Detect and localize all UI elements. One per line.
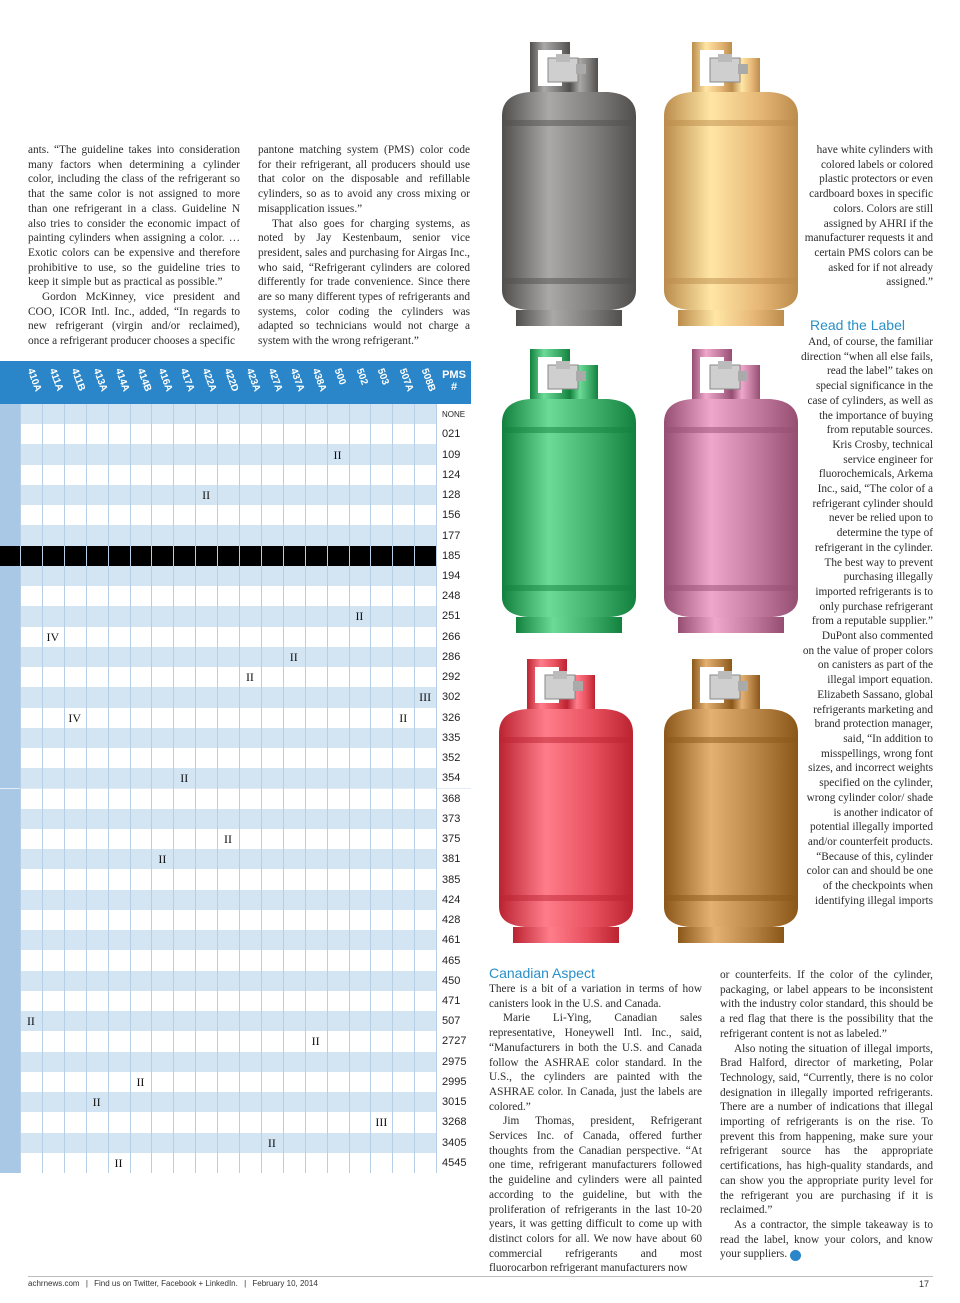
row-gutter (0, 930, 20, 950)
safety-class-mark: IV (68, 710, 82, 725)
refrigerant-header: 411B (68, 367, 87, 393)
pms-code: 248 (436, 586, 471, 606)
pms-code: 251 (436, 606, 471, 626)
table-row (0, 930, 471, 950)
row-background (20, 950, 436, 970)
table-body (0, 404, 471, 1173)
page-footer: achrnews.com | Find us on Twitter, Facebook + LinkedIn. | February 10, 2014 17 (28, 1276, 933, 1288)
row-background (20, 991, 436, 1011)
pms-code: 4545 (436, 1153, 471, 1173)
row-background (20, 546, 436, 566)
refrigerant-header: 503 (375, 367, 392, 387)
grid-line (283, 404, 284, 1173)
table-row (0, 890, 471, 910)
paragraph: DuPont also commented on the value of proper colors on canisters as part of the illegal import equation. Elizabeth Sassano, global refrigerants marketing and brand protection manager, said, “In addition to misspellings, wrong font sizes, and incorrect weights specified on the cylinder, wrong cylinder color/ shade is another indicator of potential illegally imported and/or counterfeit products. (802, 630, 933, 848)
safety-class-mark: II (355, 609, 364, 624)
safety-class-mark: III (375, 1115, 388, 1130)
table-row (0, 485, 471, 505)
row-background (20, 1072, 436, 1092)
pms-code: 352 (436, 748, 471, 768)
body-column-2 (258, 143, 470, 349)
grid-line (151, 404, 152, 1173)
pms-code: 465 (436, 950, 471, 970)
pms-code: 373 (436, 809, 471, 829)
pms-header: PMS # (442, 369, 466, 393)
pms-code: 375 (436, 829, 471, 849)
pms-code: 266 (436, 627, 471, 647)
safety-class-mark: II (26, 1014, 35, 1029)
table-row (0, 1031, 471, 1051)
pms-code: 326 (436, 708, 471, 728)
grid-line (436, 404, 437, 1173)
table-row (0, 1153, 471, 1173)
pms-code: 385 (436, 869, 471, 889)
row-gutter (0, 647, 20, 667)
refrigerant-header: 508B (418, 367, 438, 394)
table-row (0, 1052, 471, 1072)
row-background (20, 748, 436, 768)
grid-line (195, 404, 196, 1173)
pms-code: 2975 (436, 1052, 471, 1072)
row-background (20, 1112, 436, 1132)
table-row (0, 606, 471, 626)
pms-color-table (0, 361, 471, 1173)
right-column-top (800, 143, 933, 290)
grid-line (305, 404, 306, 1173)
grid-line (64, 404, 65, 1173)
paragraph: Jim Thomas, president, Refrigerant Services Inc. of Canada, offered further thoughts from the Canadian perspective. “At one time, refrigerant manufacturers followed the guideline and cylinders were all painted according to the guideline, but with the proliferation of refrigerants in the last 10-20 years, it was getting difficult to come up with distinct colors for all. We now have about 60 commercial refrigerants and most fluorocarbon refrigerant manufacturers now (489, 1115, 702, 1275)
paragraph: have white cylinders with colored labels or colored plastic protectors or even cardboard boxes in specific colors. Colors are still assigned by AHRI if the manufacturer requests it and certain PMS colors can be asked for if not already assigned.” (804, 144, 933, 289)
section-heading-canadian-aspect: Canadian Aspect (489, 965, 595, 981)
row-gutter (0, 1092, 20, 1112)
paragraph: “Because of this, cylinder color can and should be one of the checkpoints when identifying illegal imports (806, 850, 933, 907)
end-mark-icon: N (790, 1250, 801, 1261)
grid-line (217, 404, 218, 1173)
pms-code: 156 (436, 505, 471, 525)
brown-cylinder (652, 655, 810, 952)
pms-code: 335 (436, 728, 471, 748)
body-column-3 (489, 982, 702, 1276)
row-gutter (0, 869, 20, 889)
row-gutter (0, 687, 20, 707)
refrigerant-header: 410A (24, 367, 44, 394)
refrigerant-header: 416A (156, 367, 175, 394)
table-row (0, 647, 471, 667)
safety-class-mark: II (180, 771, 189, 786)
table-row (0, 687, 471, 707)
row-gutter (0, 708, 20, 728)
grid-line (173, 404, 174, 1173)
row-background (20, 606, 436, 626)
row-background (20, 444, 436, 464)
pms-code: 424 (436, 890, 471, 910)
row-gutter (0, 525, 20, 545)
row-gutter (0, 1031, 20, 1051)
grid-line (130, 404, 131, 1173)
paragraph: That also goes for charging systems, as noted by Jay Kestenbaum, senior vice president, sales and purchasing for Airgas Inc., who said, “Refrigerant cylinders are colored differently for trade convenience. Since there are so many different types of refrigerants and systems, color coding the cylinders was adapted so technicians would not charge a system with the wrong refrigerant.” (258, 217, 470, 348)
pms-code: 2727 (436, 1031, 471, 1051)
row-gutter (0, 849, 20, 869)
grid-line (327, 404, 328, 1173)
row-gutter (0, 1011, 20, 1031)
refrigerant-header: 427A (265, 367, 285, 394)
row-background (20, 910, 436, 930)
row-gutter (0, 424, 20, 444)
safety-class-mark: II (202, 488, 211, 503)
row-gutter (0, 1133, 20, 1153)
row-background (20, 485, 436, 505)
pms-code: 428 (436, 910, 471, 930)
pms-code: 128 (436, 485, 471, 505)
safety-class-mark: III (419, 690, 432, 705)
table-row (0, 627, 471, 647)
safety-class-mark: IV (46, 629, 60, 644)
table-row (0, 505, 471, 525)
refrigerant-header: 413A (90, 367, 109, 394)
row-background (20, 525, 436, 545)
pms-code: 507 (436, 1011, 471, 1031)
table-row (0, 991, 471, 1011)
right-column-middle (800, 335, 933, 908)
row-gutter (0, 465, 20, 485)
row-gutter (0, 829, 20, 849)
pms-code: 286 (436, 647, 471, 667)
pms-code: 368 (436, 789, 471, 809)
row-background (20, 687, 436, 707)
pms-code: 021 (436, 424, 471, 444)
grid-line (414, 404, 415, 1173)
row-background (20, 1153, 436, 1173)
row-gutter (0, 667, 20, 687)
row-background (20, 930, 436, 950)
row-background (20, 728, 436, 748)
row-background (20, 586, 436, 606)
refrigerant-header: 417A (177, 367, 197, 394)
row-background (20, 768, 436, 788)
table-row (0, 809, 471, 829)
table-row (0, 910, 471, 930)
row-gutter (0, 444, 20, 464)
table-row (0, 950, 471, 970)
row-background (20, 424, 436, 444)
table-row (0, 869, 471, 889)
row-gutter (0, 910, 20, 930)
paragraph: Marie Li-Ying, Canadian sales representative, Honeywell Intl. Inc., said, “Manufacturers in both the U.S. and Canada follow the ASHRAE color standard. In the U.S., the cylinders are painted with the ASHRAE color. In Canada, just the labels are colored.” (489, 1012, 702, 1113)
grid-line (20, 404, 21, 1173)
pms-code: 461 (436, 930, 471, 950)
paragraph: Also noting the situation of illegal imports, Brad Halford, director of marketing, Polar Technology, said, “Currently, there is no color designation in illegally imported refrigerants. There are a number of indications that illegal importing of refrigerants is on the rise. To prevent this from happening, make sure your refrigerant source has the appropriate certifications, has high-quality standards, and can show you the appropriate purity level for the refrigerant you are purchasing if it is reclaimed.” (720, 1042, 933, 1217)
safety-class-mark: II (245, 670, 254, 685)
row-gutter (0, 789, 20, 809)
grid-line (108, 404, 109, 1173)
paragraph-text: As a contractor, the simple takeaway is to read the label, know your colors, and know your suppliers. (720, 1218, 933, 1261)
table-row (0, 586, 471, 606)
paragraph (720, 1218, 933, 1262)
safety-class-mark: II (224, 832, 233, 847)
table-row (0, 1133, 471, 1153)
refrigerant-header: 414B (134, 367, 153, 394)
tan-cylinder (652, 38, 810, 335)
row-background (20, 647, 436, 667)
safety-class-mark: II (136, 1074, 145, 1089)
refrigerant-header: 422A (199, 367, 219, 394)
row-gutter (0, 404, 20, 424)
row-gutter (0, 1112, 20, 1132)
row-gutter (0, 566, 20, 586)
table-row (0, 465, 471, 485)
paragraph: Kris Crosby, technical service engineer for fluorochemicals, Arkema Inc., said, “The color of a refrigerant cylinder should never be relied upon to determine the type of refrigerant in the cylinder. The best way to prevent purchasing illegally imported refrigerants is to only purchase refrigerant from a reputable supplier.” (811, 438, 933, 628)
row-gutter (0, 606, 20, 626)
gray-cylinder (490, 38, 648, 335)
row-background (20, 627, 436, 647)
grid-line (261, 404, 262, 1173)
table-row (0, 444, 471, 464)
refrigerant-header: 422D (221, 367, 241, 394)
table-row (0, 525, 471, 545)
row-background (20, 1133, 436, 1153)
row-gutter (0, 950, 20, 970)
refrigerant-header: 423A (243, 367, 263, 394)
pms-code: 185 (436, 546, 471, 566)
safety-class-mark: II (267, 1135, 276, 1150)
grid-line (86, 404, 87, 1173)
refrigerant-header: 414A (112, 367, 131, 394)
row-gutter (0, 809, 20, 829)
row-background (20, 809, 436, 829)
green-cylinder (490, 345, 648, 642)
grid-line (370, 404, 371, 1173)
row-gutter (0, 890, 20, 910)
row-gutter (0, 971, 20, 991)
body-column-1 (28, 143, 240, 349)
table-row (0, 708, 471, 728)
paragraph: And, of course, the familiar direction “when all else fails, read the label” takes on special significance in the case of cylinders, as well as the importance of buying from reputable sources. (800, 336, 933, 437)
row-gutter (0, 546, 20, 566)
pms-code: 177 (436, 525, 471, 545)
row-background (20, 708, 436, 728)
row-background (20, 789, 436, 809)
pink-cylinder (652, 345, 810, 642)
table-row (0, 849, 471, 869)
paragraph: or counterfeits. If the color of the cylinder, packaging, or label appears to be inconsistent with the industry color standard, this should be a red flag that there is the possibility that the refrigerant content is not as labeled.” (720, 969, 933, 1040)
safety-class-mark: II (114, 1155, 123, 1170)
paragraph: ants. “The guideline takes into consideration many factors when determining a cylinder color, including the class of the refrigerant so that the same color is not assigned to more than one refrigerant in a class. Guideline N also tries to consider the economic impact of painting cylinders when assigning a color. … Exotic colors can be expensive and therefore prohibitive to use, so the guideline tries to keep it simple but as practical as possible.” (28, 144, 240, 289)
safety-class-mark: II (333, 447, 342, 462)
row-background (20, 869, 436, 889)
row-background (20, 667, 436, 687)
row-background (20, 1052, 436, 1072)
footer-date: February 10, 2014 (252, 1279, 318, 1288)
safety-class-mark: II (311, 1034, 320, 1049)
refrigerant-header: 411A (46, 367, 65, 393)
table-row (0, 667, 471, 687)
table-row (0, 1072, 471, 1092)
pms-code: 302 (436, 687, 471, 707)
row-gutter (0, 768, 20, 788)
table-row (0, 768, 471, 788)
row-background (20, 971, 436, 991)
paragraph: There is a bit of a variation in terms of how canisters look in the U.S. and Canada. (489, 983, 702, 1010)
section-heading-read-the-label: Read the Label (810, 317, 905, 333)
row-background (20, 1092, 436, 1112)
pms-code: 124 (436, 465, 471, 485)
pms-code: 2995 (436, 1072, 471, 1092)
refrigerant-header: 438A (309, 367, 328, 394)
safety-class-mark: II (158, 852, 167, 867)
row-background (20, 1011, 436, 1031)
pms-code: 3015 (436, 1092, 471, 1112)
table-row (0, 1011, 471, 1031)
pms-code: 292 (436, 667, 471, 687)
table-row (0, 1112, 471, 1132)
pms-code: 450 (436, 971, 471, 991)
safety-class-mark: II (92, 1095, 101, 1110)
table-header (0, 361, 471, 404)
body-column-4 (720, 968, 933, 1262)
row-background (20, 890, 436, 910)
row-gutter (0, 586, 20, 606)
grid-line (392, 404, 393, 1173)
pms-code: 471 (436, 991, 471, 1011)
refrigerant-header: 437A (287, 367, 306, 394)
row-gutter (0, 748, 20, 768)
pms-code: 354 (436, 768, 471, 788)
grid-line (349, 404, 350, 1173)
table-row (0, 971, 471, 991)
paragraph: pantone matching system (PMS) color code for their refrigerant, all producers should use that color on the disposable and refillable cylinders, so as to avoid any cross mixing or misapplication issues.” (258, 144, 470, 215)
grid-line (239, 404, 240, 1173)
table-row (0, 404, 471, 424)
row-gutter (0, 1153, 20, 1173)
page-number: 17 (918, 1279, 929, 1289)
row-gutter (0, 728, 20, 748)
row-gutter (0, 1052, 20, 1072)
row-gutter (0, 627, 20, 647)
pms-code: 3405 (436, 1133, 471, 1153)
row-background (20, 505, 436, 525)
pms-code: 194 (436, 566, 471, 586)
row-background (20, 1031, 436, 1051)
refrigerant-header: 507A (396, 367, 416, 394)
row-background (20, 566, 436, 586)
pms-code: 381 (436, 849, 471, 869)
table-row (0, 424, 471, 444)
table-row (0, 546, 471, 566)
table-row (0, 1092, 471, 1112)
pms-code: 3268 (436, 1112, 471, 1132)
row-gutter (0, 1072, 20, 1092)
refrigerant-header: 500 (331, 367, 348, 387)
table-row (0, 728, 471, 748)
row-background (20, 849, 436, 869)
refrigerant-header: 502 (353, 367, 370, 387)
row-background (20, 404, 436, 424)
row-background (20, 465, 436, 485)
safety-class-mark: II (289, 649, 298, 664)
grid-line (42, 404, 43, 1173)
table-row (0, 829, 471, 849)
row-gutter (0, 991, 20, 1011)
pms-code: 109 (436, 444, 471, 464)
pms-code: NONE (436, 404, 471, 424)
row-gutter (0, 505, 20, 525)
paragraph: Gordon McKinney, vice president and COO, ICOR Intl. Inc., added, “In regards to new refrigerant (virgin and/or reclaimed), once a refrigerant producer chooses a specific (28, 291, 240, 348)
table-row (0, 789, 471, 809)
table-row (0, 566, 471, 586)
row-gutter (0, 485, 20, 505)
footer-social: Find us on Twitter, Facebook + LinkedIn. (94, 1279, 238, 1288)
red-cylinder (487, 655, 645, 952)
footer-site: achrnews.com (28, 1279, 80, 1288)
table-row (0, 748, 471, 768)
safety-class-mark: II (399, 710, 408, 725)
